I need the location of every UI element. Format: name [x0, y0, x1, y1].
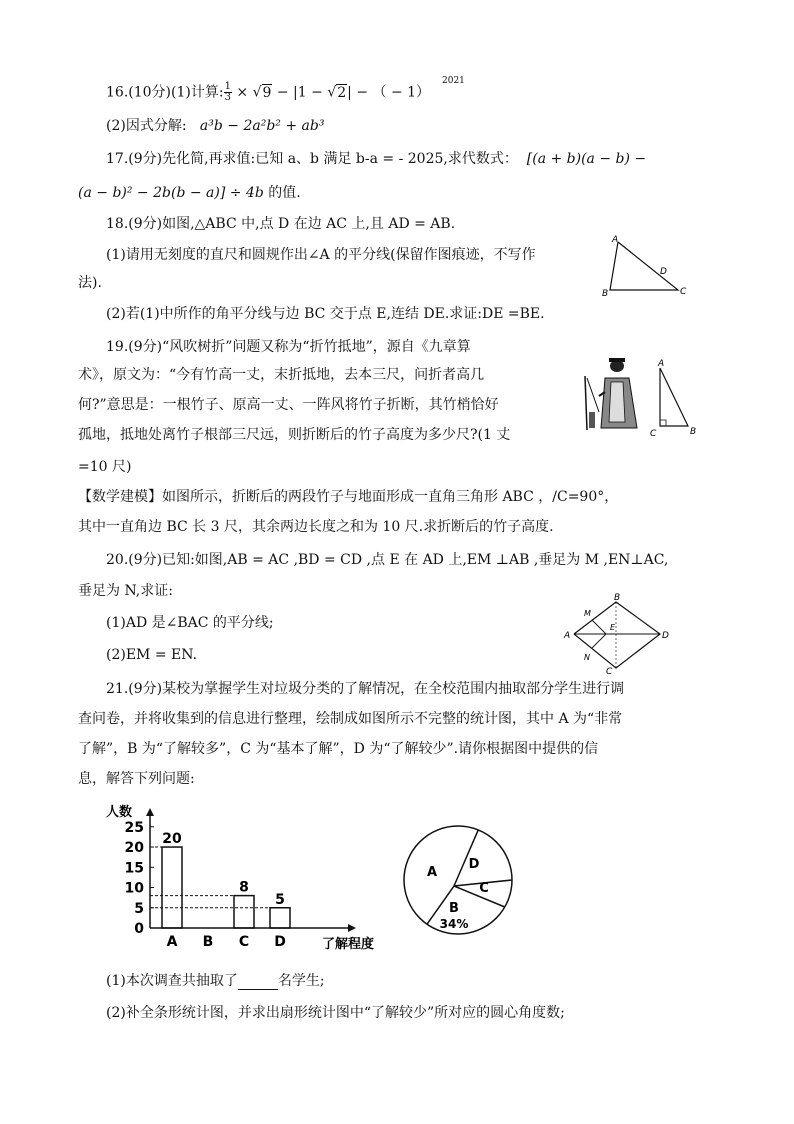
- pie-chart: [398, 820, 518, 940]
- data-label: 5: [275, 891, 285, 908]
- q21-line1: 21.(9分)某校为掌握学生对垃圾分类的了解情况，在全校范围内抽取部分学生进行调: [106, 681, 625, 697]
- q16-line1: 16.(10分)(1)计算: $\frac{1}{3}$ × √9 − |1 − √2| − （ − 1）: [106, 81, 431, 103]
- q21-sub2: (2)补全条形统计图，并求出扇形统计图中“了解较少”所对应的圆心角度数;: [106, 1005, 565, 1021]
- q21-line2: 查问卷，并将收集到的信息进行整理，绘制成如图所示不完整的统计图，其中 A 为“非常: [78, 711, 623, 727]
- y-tick-label: 20: [124, 840, 144, 857]
- q19-line2: 术》，原文为：“今有竹高一丈，末折抵地，去本三尺，问折者高几: [78, 367, 485, 383]
- q19-line7: 其中一直角边 BC 长 3 尺，其余两边长度之和为 10 尺.求折断后的竹子高度.: [78, 519, 554, 535]
- x-tick-label: D: [274, 934, 286, 950]
- pie-label: B: [449, 901, 459, 916]
- q20-line4: (2)EM = EN.: [106, 647, 198, 663]
- x-tick-label: B: [202, 934, 214, 950]
- x-tick-label: C: [238, 934, 250, 950]
- label-C: C: [650, 429, 657, 439]
- bar: [162, 847, 182, 928]
- factor-expression: a³b − 2a²b² + ab³: [199, 118, 325, 134]
- label-A: A: [658, 359, 665, 369]
- q18-line1: 18.(9分)如图,△ABC 中,点 D 在边 AC 上,且 AD = AB.: [106, 216, 456, 232]
- q20-kite-figure: [560, 592, 680, 674]
- label-N: N: [584, 653, 590, 662]
- q19-line6: 【数学建模】如图所示，折断后的两段竹子与地面形成一直角三角形 ABC ，/C=90°，: [78, 489, 619, 505]
- label-C: C: [680, 287, 687, 297]
- q20-line1: 20.(9分)已知:如图,AB = AC ,BD = CD ,点 E 在 AD 上,EM ⊥AB ,垂足为 M ,EN⊥AC,: [106, 552, 669, 568]
- q20-line3: (1)AD 是∠BAC 的平分线;: [106, 615, 274, 631]
- label-E: E: [610, 623, 616, 632]
- fraction: $\frac{1}{3}$: [224, 81, 231, 103]
- y-tick-label: 0: [134, 921, 144, 937]
- y-tick-label: 5: [134, 900, 144, 917]
- bar: [270, 908, 290, 928]
- q21-line3: 了解”，B 为“了解较多”，C 为“基本了解”，D 为“了解较少”.请你根据图中提供的信: [78, 741, 599, 757]
- pie-label: A: [426, 865, 438, 880]
- q21-line4: 息，解答下列问题:: [78, 771, 195, 787]
- pie-label: D: [468, 857, 480, 872]
- label-B: B: [602, 289, 609, 299]
- q18-line3: 法).: [78, 275, 102, 291]
- q17-line1: 17.(9分)先化简,再求值:已知 a、b 满足 b-a = - 2025,求代数式： [(a + b)(a − b) −: [106, 151, 647, 167]
- label-D: D: [662, 631, 669, 641]
- q19-line4: 孤地，抵地处离竹子根部三尺远，则折断后的竹子高度为多少尺?(1 丈: [78, 427, 511, 443]
- q19-line3: 何?”意思是：一根竹子、原高一丈、一阵风将竹子折断，其竹梢恰好: [78, 397, 499, 413]
- x-axis-label: 了解程度: [322, 937, 375, 952]
- q19-line1: 19.(9分)“风吹树折”问题又称为“折竹抵地”，源自《九章算: [106, 339, 471, 355]
- y-tick-label: 25: [124, 819, 144, 836]
- q19-right-triangle-figure: [648, 356, 704, 440]
- label-A: A: [612, 235, 619, 245]
- data-label: 20: [162, 831, 182, 848]
- bar: [234, 896, 254, 928]
- q21-sub1: (1)本次调查共抽取了 名学生;: [106, 973, 325, 989]
- data-label: 8: [239, 879, 249, 896]
- q16-label: 16.(10分)(1)计算:: [106, 84, 224, 101]
- label-M: M: [584, 609, 591, 618]
- y-axis-arrow: [146, 808, 154, 816]
- label-B: B: [614, 593, 621, 603]
- q19-line5: =10 尺): [78, 459, 132, 475]
- bar-chart: [100, 800, 400, 960]
- label-C: C: [606, 667, 613, 674]
- label-B: B: [690, 427, 697, 437]
- q18-triangle-figure: [598, 232, 694, 302]
- q20-line2: 垂足为 N,求证:: [78, 583, 173, 599]
- y-tick-label: 10: [124, 880, 144, 897]
- q17-line2: (a − b)² − 2b(b − a)] ÷ 4b 的值.: [78, 185, 301, 201]
- label-A: A: [564, 631, 571, 641]
- y-tick-label: 15: [124, 860, 144, 877]
- pie-percent-label: 34%: [439, 917, 469, 931]
- x-tick-label: A: [166, 934, 178, 950]
- pie-label: C: [479, 881, 489, 896]
- answer-blank[interactable]: [238, 975, 278, 990]
- q18-line2: (1)请用无刻度的直尺和圆规作出∠A 的平分线(保留作图痕迹，不写作: [106, 247, 536, 263]
- x-axis-arrow: [348, 924, 356, 932]
- y-axis-label: 人数: [106, 805, 133, 820]
- q18-line4: (2)若(1)中所作的角平分线与边 BC 交于点 E,连结 DE.求证:DE =BE.: [106, 306, 545, 322]
- scholar-illustration: [575, 352, 645, 434]
- q16-line2: (2)因式分解: a³b − 2a²b² + ab³: [106, 118, 325, 134]
- q16-power: 2021: [442, 76, 465, 86]
- label-D: D: [660, 267, 667, 277]
